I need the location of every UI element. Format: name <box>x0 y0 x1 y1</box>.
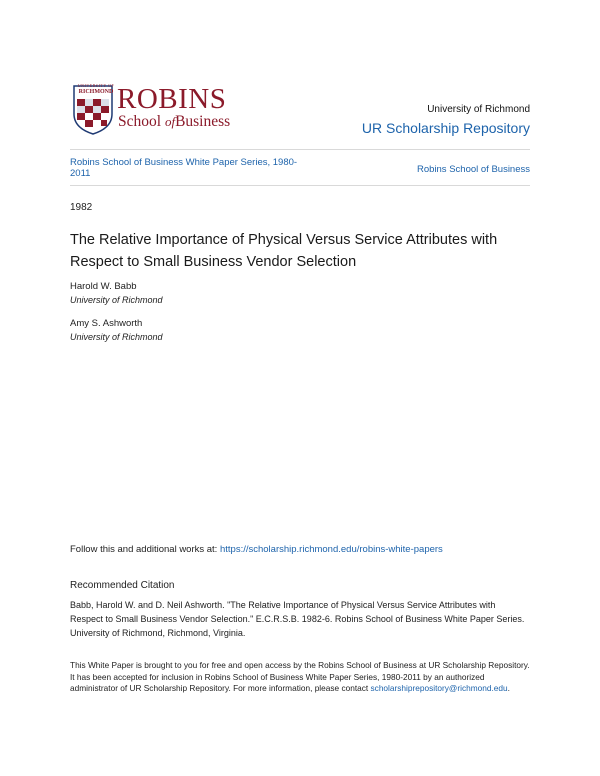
access-notice-text: This White Paper is brought to you for free and open access by the Robins School of Business at UR Scholarship Repository. It has been accepted for inclusion in Robins School of Business White Paper Series, 1980-2011 by an authorized administrator of UR Scholarship Repository. For more information, please contact <box>70 660 530 693</box>
follow-line <box>70 544 443 555</box>
repository-link[interactable]: UR Scholarship Repository <box>361 120 530 136</box>
author-name: Harold W. Babb <box>70 281 137 292</box>
logo-school-word: School <box>118 113 162 130</box>
author-affiliation: University of Richmond <box>70 332 163 342</box>
contact-email-link[interactable]: scholarshiprepository@richmond.edu <box>370 683 508 693</box>
author-1 <box>70 281 163 305</box>
author-2 <box>70 318 163 342</box>
logo-richmond: RICHMOND <box>78 89 114 95</box>
citation-heading: Recommended Citation <box>70 580 175 591</box>
logo-school-of-business <box>118 113 230 131</box>
university-name: University of Richmond <box>427 104 530 115</box>
email-period: . <box>507 683 510 693</box>
logo-university-of: UNIVERSITY OF <box>77 83 115 88</box>
logo-business-word: Business <box>175 113 231 130</box>
paper-title: The Relative Importance of Physical Versus Service Attributes with Respect to Small Business Vendor Selection <box>70 232 498 270</box>
follow-prefix: Follow this and additional works at: <box>70 544 220 555</box>
access-notice <box>70 660 530 695</box>
series-divider <box>70 185 530 186</box>
citation-text: Babb, Harold W. and D. Neil Ashworth. "The Relative Importance of Physical Versus Service Attributes with Respect to Small Business Vendor Selection." E.C.R.S.B. 1982-6. Robins School of Business White Paper Series. University of Richmond, Richmond, Virginia. <box>70 600 525 638</box>
school-link[interactable]: Robins School of Business <box>416 164 530 175</box>
author-affiliation: University of Richmond <box>70 295 163 305</box>
header-divider <box>70 149 530 150</box>
series-link[interactable]: Robins School of Business White Paper Series, 1980-2011 <box>70 157 298 179</box>
logo-of-word: of <box>164 114 176 129</box>
logo-robins-wordmark: ROBINS <box>117 83 227 115</box>
collection-link[interactable]: https://scholarship.richmond.edu/robins-white-papers <box>219 544 443 555</box>
publication-year: 1982 <box>70 202 93 213</box>
author-name: Amy S. Ashworth <box>70 318 143 329</box>
